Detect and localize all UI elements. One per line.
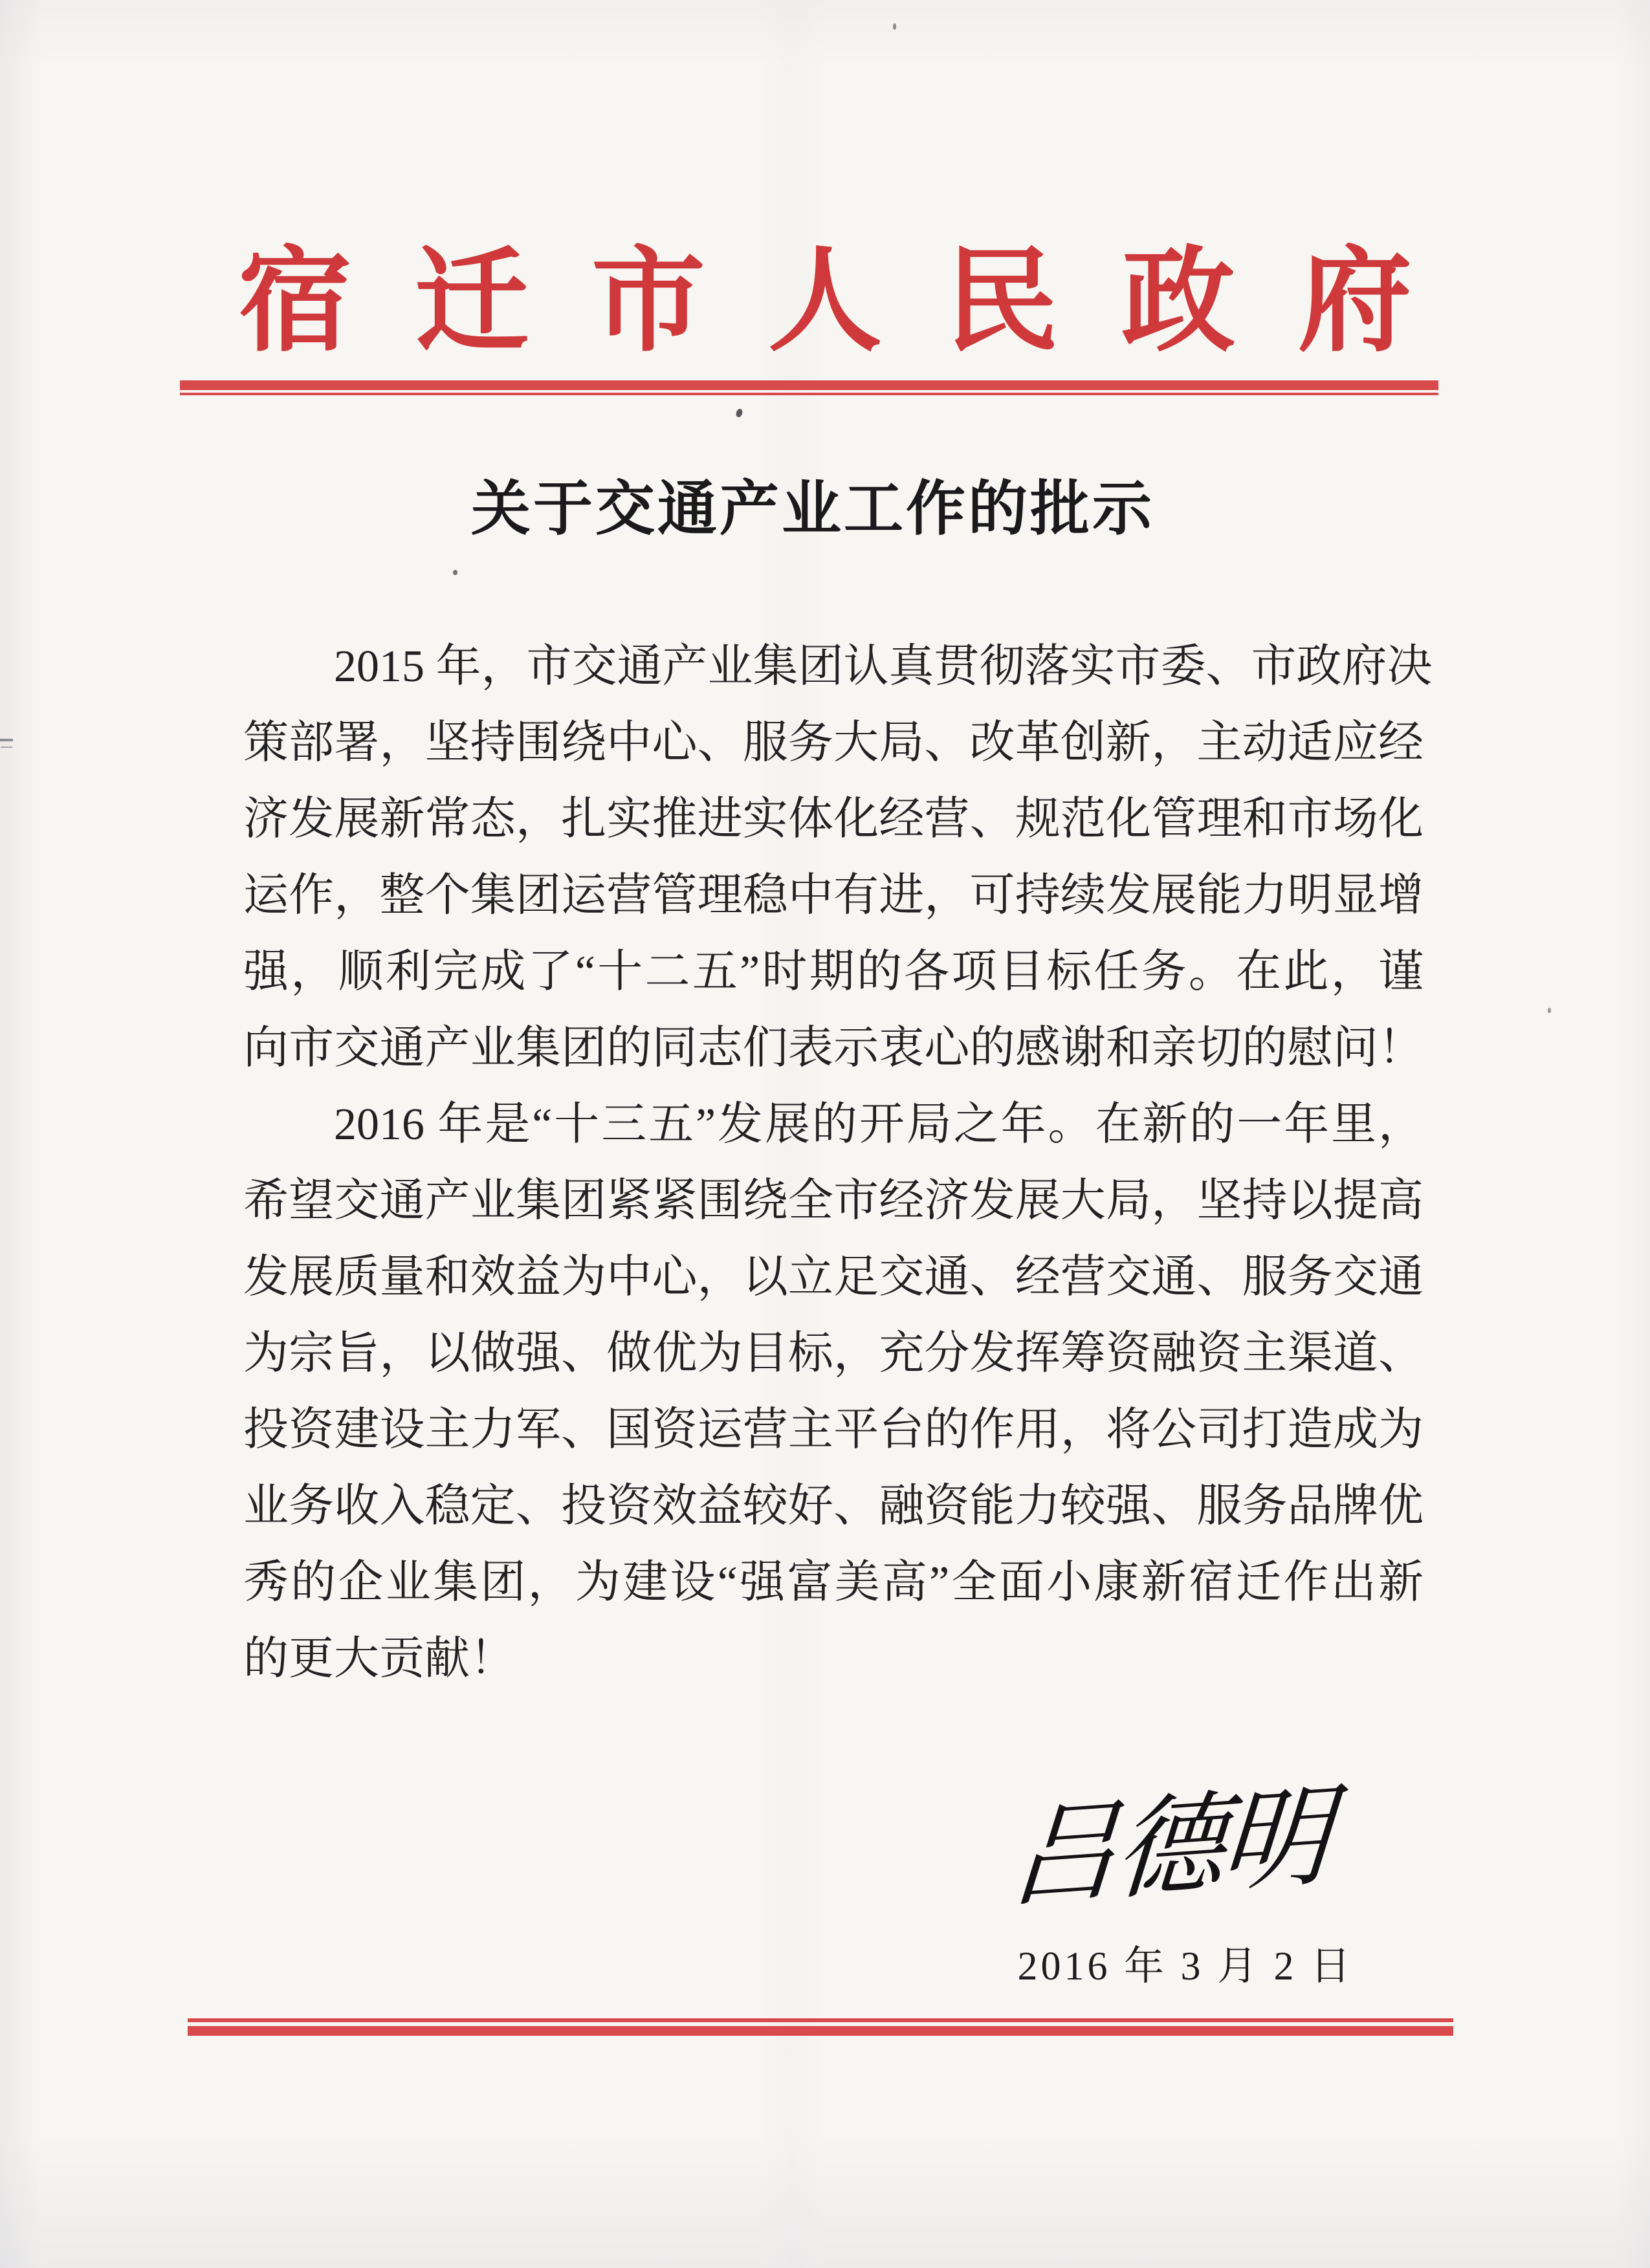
footer-double-rule: [188, 2018, 1453, 2036]
document-title: 关于交通产业工作的批示: [470, 476, 1154, 542]
letterhead-double-rule: [180, 380, 1438, 395]
letterhead-org-name: 宿迁市人民政府: [237, 239, 1475, 365]
body-line: 发展质量和效益为中心，以立足交通、经营交通、服务交通: [243, 1252, 1424, 1302]
body-line: 为宗旨，以做强、做优为目标，充分发挥筹资融资主渠道、: [243, 1329, 1424, 1379]
body-line: 2016 年是“十三五”发展的开局之年。在新的一年里，: [334, 1100, 1424, 1150]
body-line: 业务收入稳定、投资效益较好、融资能力较强、服务品牌优: [243, 1481, 1424, 1531]
body-line: 2015 年，市交通产业集团认真贯彻落实市委、市政府决: [334, 642, 1433, 692]
scan-speck: [893, 23, 896, 30]
body-line: 投资建设主力军、国资运营主平台的作用，将公司打造成为: [243, 1405, 1424, 1455]
handwritten-signature: 吕德明: [1004, 1776, 1332, 1921]
body-line: 的更大贡献！: [243, 1634, 515, 1684]
footer-rule-thick: [188, 2026, 1453, 2036]
body-line: 希望交通产业集团紧紧围绕全市经济发展大局，坚持以提高: [243, 1176, 1424, 1226]
scan-speck: [735, 408, 743, 418]
scan-speck: [453, 570, 457, 575]
body-line: 济发展新常态，扎实推进实体化经营、规范化管理和市场化: [243, 794, 1424, 844]
body-line: 向市交通产业集团的同志们表示衷心的感谢和亲切的慰问！: [243, 1023, 1424, 1073]
signature-date: 2016 年 3 月 2 日: [1017, 1945, 1354, 1989]
body-line: 策部署，坚持围绕中心、服务大局、改革创新，主动适应经: [243, 718, 1424, 768]
letterhead-rule-thin: [180, 393, 1438, 395]
body-line: 强，顺利完成了“十二五”时期的各项目标任务。在此，谨: [243, 947, 1424, 997]
scan-speck: [1548, 1008, 1551, 1013]
document-body: [243, 629, 1433, 1697]
body-line: 秀的企业集团，为建设“强富美高”全面小康新宿迁作出新: [243, 1558, 1424, 1608]
letterhead-rule-thick: [180, 380, 1438, 390]
body-line: 运作，整个集团运营管理稳中有进，可持续发展能力明显增: [243, 871, 1424, 921]
scan-edge-mark: [0, 739, 13, 741]
